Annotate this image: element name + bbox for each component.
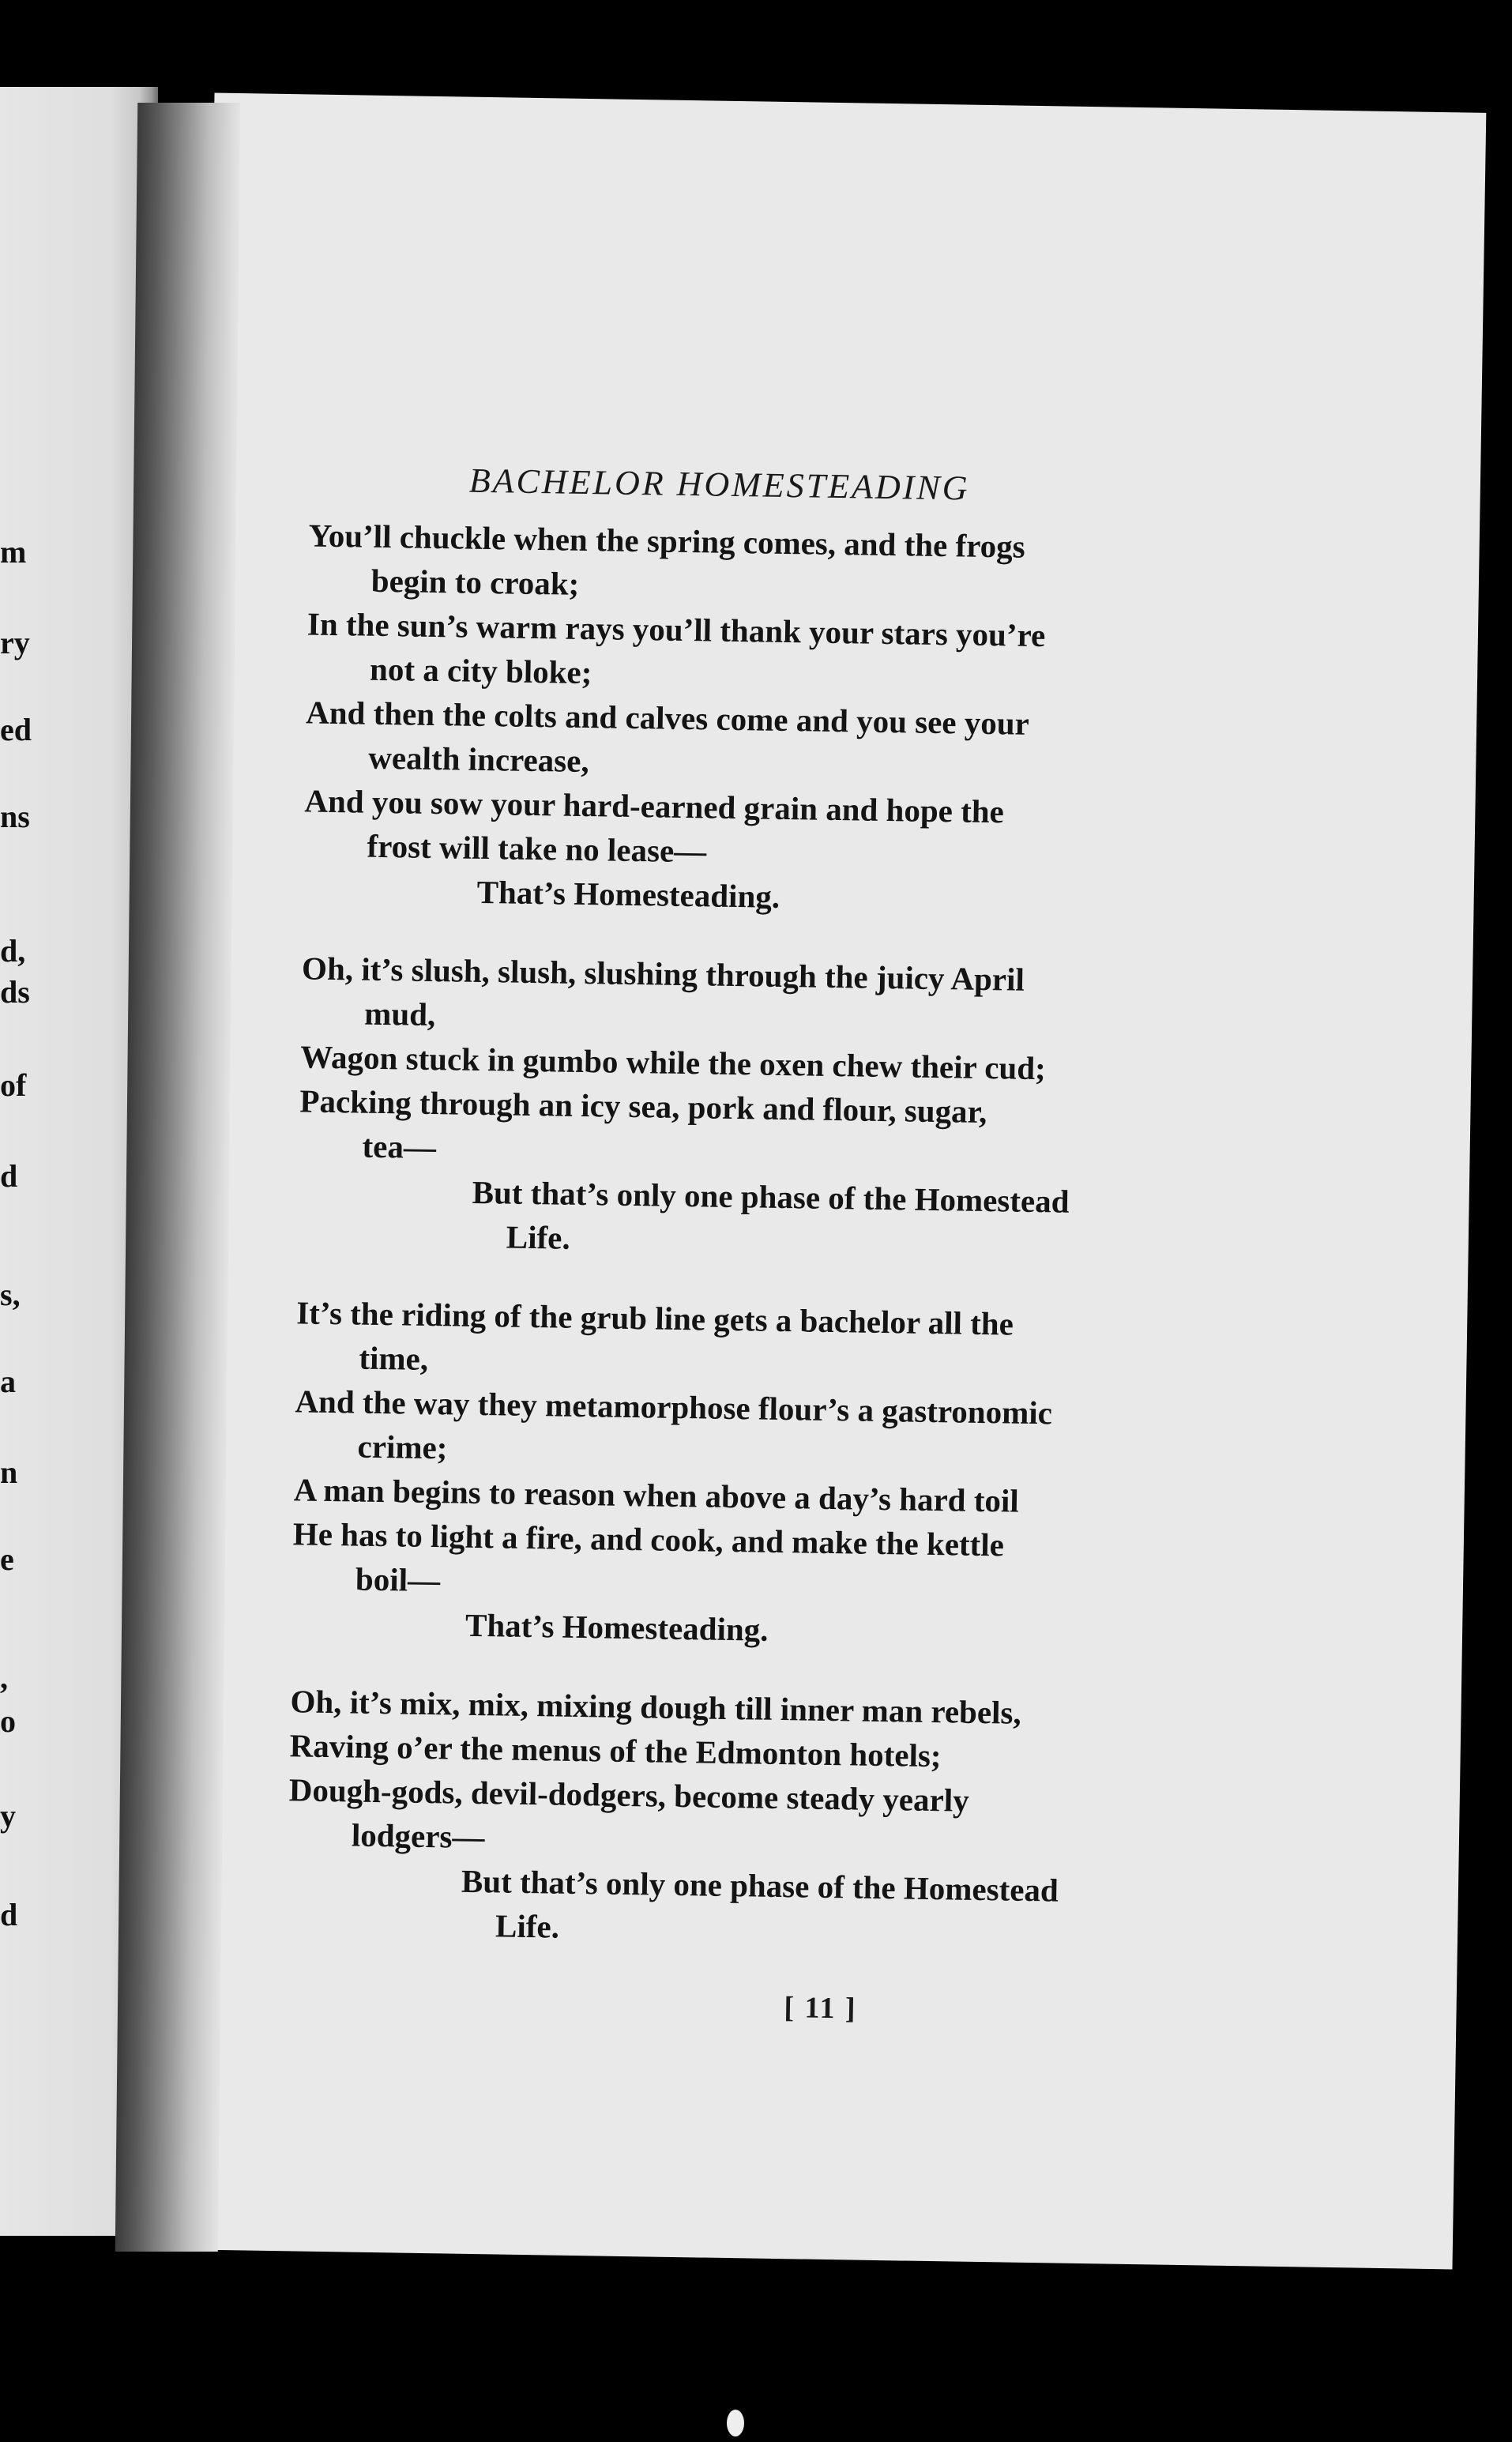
refrain-text: That’s Homesteading. (476, 873, 780, 915)
line-continuation: frost will take no lease— (367, 827, 707, 870)
poem-line (294, 1379, 1401, 1484)
left-margin-fragment: n (0, 1454, 18, 1490)
left-margin-fragment: , (0, 1660, 8, 1695)
refrain-continuation: Life. (506, 1218, 571, 1256)
line-text: And the way they metamorphose flour’s a gastronomic (295, 1383, 1053, 1432)
scan-speck (727, 2410, 744, 2436)
poem-line (305, 690, 1412, 796)
left-margin-fragment: a (0, 1364, 16, 1399)
poem-line (292, 1511, 1400, 1617)
refrain-text: That’s Homesteading. (465, 1606, 769, 1648)
book-page (181, 93, 1487, 2270)
line-text: Oh, it’s mix, mix, mixing dough till inner man rebels, (290, 1683, 1022, 1731)
line-text: He has to light a fire, and cook, and make the kettle (292, 1515, 1005, 1563)
poem-line (288, 1767, 1395, 1873)
refrain-continuation: Life. (495, 1907, 560, 1945)
line-continuation: begin to croak; (370, 562, 580, 602)
left-margin-fragment: of (0, 1067, 27, 1103)
page-title: BACHELOR HOMESTEADING (468, 461, 970, 508)
stanza (287, 1679, 1397, 1962)
poem-line (295, 1290, 1403, 1396)
line-text: Dough-gods, devil-dodgers, become steady yearly (288, 1771, 970, 1819)
line-continuation: lodgers— (351, 1816, 485, 1856)
line-continuation: tea— (362, 1127, 437, 1166)
poem-line (303, 778, 1411, 884)
refrain-line (297, 1167, 1405, 1273)
left-margin-fragment: y (0, 1798, 16, 1834)
stanza (303, 513, 1415, 928)
line-text: And you sow your hard-earned grain and hope the (304, 782, 1005, 830)
refrain-text: But that’s only one phase of the Homestead (472, 1173, 1070, 1220)
line-text: And then the colts and calves come and you see your (305, 694, 1030, 742)
poem-body (286, 513, 1415, 1996)
poem-line (307, 513, 1415, 619)
line-continuation: time, (359, 1339, 429, 1377)
line-text: A man begins to reason when above a day’s hard toil (293, 1471, 1020, 1519)
left-margin-fragment: e (0, 1541, 14, 1577)
left-margin-fragment: d, (0, 933, 26, 969)
refrain-text: But that’s only one phase of the Homestead (461, 1862, 1059, 1909)
left-margin-fragment: s, (0, 1277, 21, 1312)
refrain-line (287, 1856, 1394, 1962)
line-continuation: boil— (355, 1560, 441, 1599)
page-number: [ 11 ] (784, 1991, 857, 2026)
line-text: Wagon stuck in gumbo while the oxen chew their cud; (300, 1038, 1047, 1087)
line-continuation: crime; (357, 1428, 448, 1466)
stanza (291, 1290, 1403, 1661)
line-text: It’s the riding of the grub line gets a bachelor all the (295, 1294, 1014, 1342)
poem-line (307, 601, 1414, 707)
left-margin-fragment: d (0, 1158, 18, 1194)
line-text: In the sun’s warm rays you’ll thank your stars you’re (307, 605, 1046, 654)
line-text: Packing through an icy sea, pork and flour, sugar, (299, 1082, 987, 1131)
line-continuation: mud, (363, 995, 436, 1033)
poem-line (299, 1078, 1406, 1184)
left-margin-fragment: ns (0, 799, 30, 834)
line-continuation: wealth increase, (367, 739, 590, 780)
left-margin-fragment: ds (0, 974, 30, 1010)
left-margin-fragment: d (0, 1897, 18, 1932)
left-margin-fragment: m (0, 534, 27, 570)
left-margin-fragment: ry (0, 625, 30, 660)
line-text: Oh, it’s slush, slush, slushing through the juicy April (301, 950, 1025, 998)
poem-line (301, 946, 1409, 1052)
line-text: Raving o’er the menus of the Edmonton hotels; (289, 1727, 942, 1774)
line-text: You’ll chuckle when the spring comes, and the frogs (308, 517, 1026, 565)
left-margin-fragment: ed (0, 712, 32, 747)
stanza (297, 946, 1408, 1273)
line-continuation: not a city bloke; (369, 650, 592, 691)
left-margin-fragment: o (0, 1703, 16, 1739)
